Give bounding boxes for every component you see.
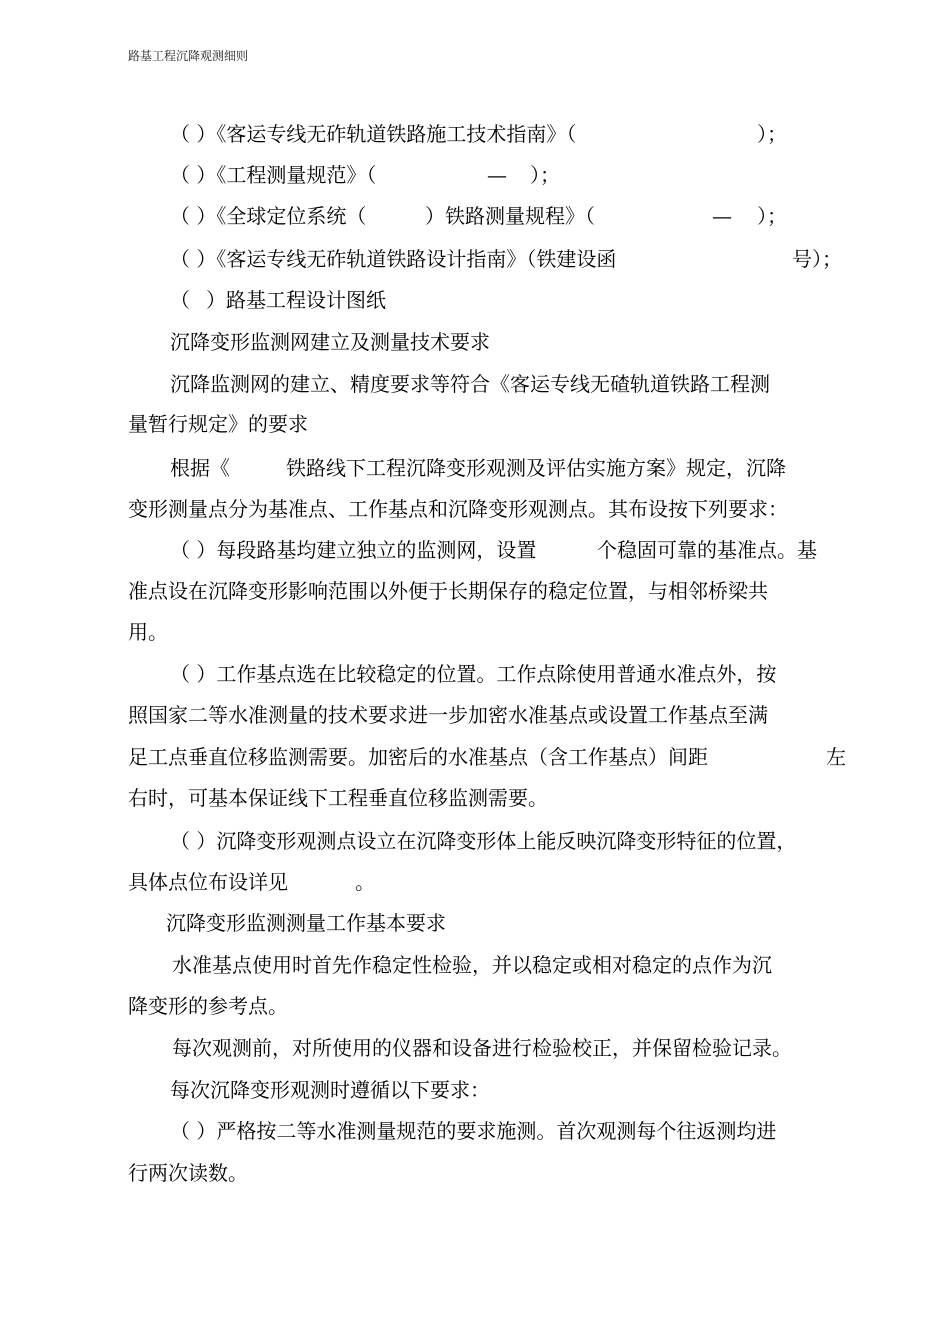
paragraph-4-line-2: 照国家二等水准测量的技术要求进一步加密水准基点或设置工作基点至满 (128, 703, 768, 727)
paragraph-2-line-2: 变形测量点分为基准点、工作基点和沉降变形观测点。其布设按下列要求： (128, 497, 788, 521)
paragraph-text-2: 个稳固可靠的基准点。基 (597, 538, 817, 562)
paragraph-text: 具体点位布设详见 (128, 870, 288, 894)
paragraph-1-line-1: 沉降监测网的建立、精度要求等符合《客运专线无碴轨道铁路工程测 (170, 372, 770, 396)
reference-close: ）； (757, 204, 787, 228)
page-header: 路基工程沉降观测细则 (128, 49, 249, 63)
paragraph-9-line-1: （ ）严格按二等水准测量规范的要求施测。首次观测每个往返测均进 (170, 1119, 777, 1143)
reference-text-2: ）铁路测量规程》（ (425, 204, 595, 228)
paragraph-3-line-3: 用。 (128, 620, 168, 644)
reference-text: ）路基工程设计图纸 (206, 288, 386, 312)
section-heading-2: 沉降变形监测测量工作基本要求 (166, 911, 446, 935)
paragraph-6-line-2: 降变形的参考点。 (128, 994, 288, 1018)
reference-dash: — (487, 163, 507, 187)
reference-close: 号）； (792, 247, 842, 271)
reference-text: （ ）《客运专线无砟轨道铁路施工技术指南》（ (170, 122, 577, 146)
paragraph-text: 根据《 (170, 456, 230, 480)
paragraph-text: 足工点垂直位移监测需要。加密后的水准基点（含工作基点）间距 (128, 745, 708, 769)
reference-dash: — (712, 204, 732, 228)
paragraph-1-line-2: 量暂行规定》的要求 (128, 412, 308, 436)
paragraph-8: 每次沉降变形观测时遵循以下要求： (170, 1078, 490, 1102)
reference-text: （ ）《工程测量规范》（ (170, 163, 377, 187)
paragraph-7: 每次观测前，对所使用的仪器和设备进行检验校正，并保留检验记录。 (172, 1036, 792, 1060)
paragraph-9-line-2: 行两次读数。 (128, 1161, 248, 1185)
section-heading-1: 沉降变形监测网建立及测量技术要求 (170, 330, 490, 354)
paragraph-text-2: 铁路线下工程沉降变形观测及评估实施方案》规定，沉降 (286, 456, 786, 480)
reference-text: （ ）《全球定位系统（ (170, 204, 367, 228)
reference-open: （ (170, 288, 190, 312)
paragraph-5-line-1: （ ）沉降变形观测点设立在沉降变形体上能反映沉降变形特征的位置， (170, 829, 797, 853)
paragraph-3-line-2: 准点设在沉降变形影响范围以外便于长期保存的稳定位置，与相邻桥梁共 (128, 579, 768, 603)
paragraph-4-line-1: （ ）工作基点选在比较稳定的位置。工作点除使用普通水准点外，按 (170, 662, 777, 686)
paragraph-4-line-4: 右时，可基本保证线下工程垂直位移监测需要。 (128, 786, 548, 810)
reference-close: ）； (530, 163, 560, 187)
paragraph-text: （ ）每段路基均建立独立的监测网，设置 (170, 538, 537, 562)
paragraph-text-2: 左 (826, 745, 846, 769)
paragraph-text-2: 。 (355, 870, 375, 894)
reference-text: （ ）《客运专线无砟轨道铁路设计指南》（铁建设函 (170, 247, 617, 271)
reference-close: ）； (757, 122, 787, 146)
paragraph-6-line-1: 水准基点使用时首先作稳定性检验，并以稳定或相对稳定的点作为沉 (172, 953, 772, 977)
